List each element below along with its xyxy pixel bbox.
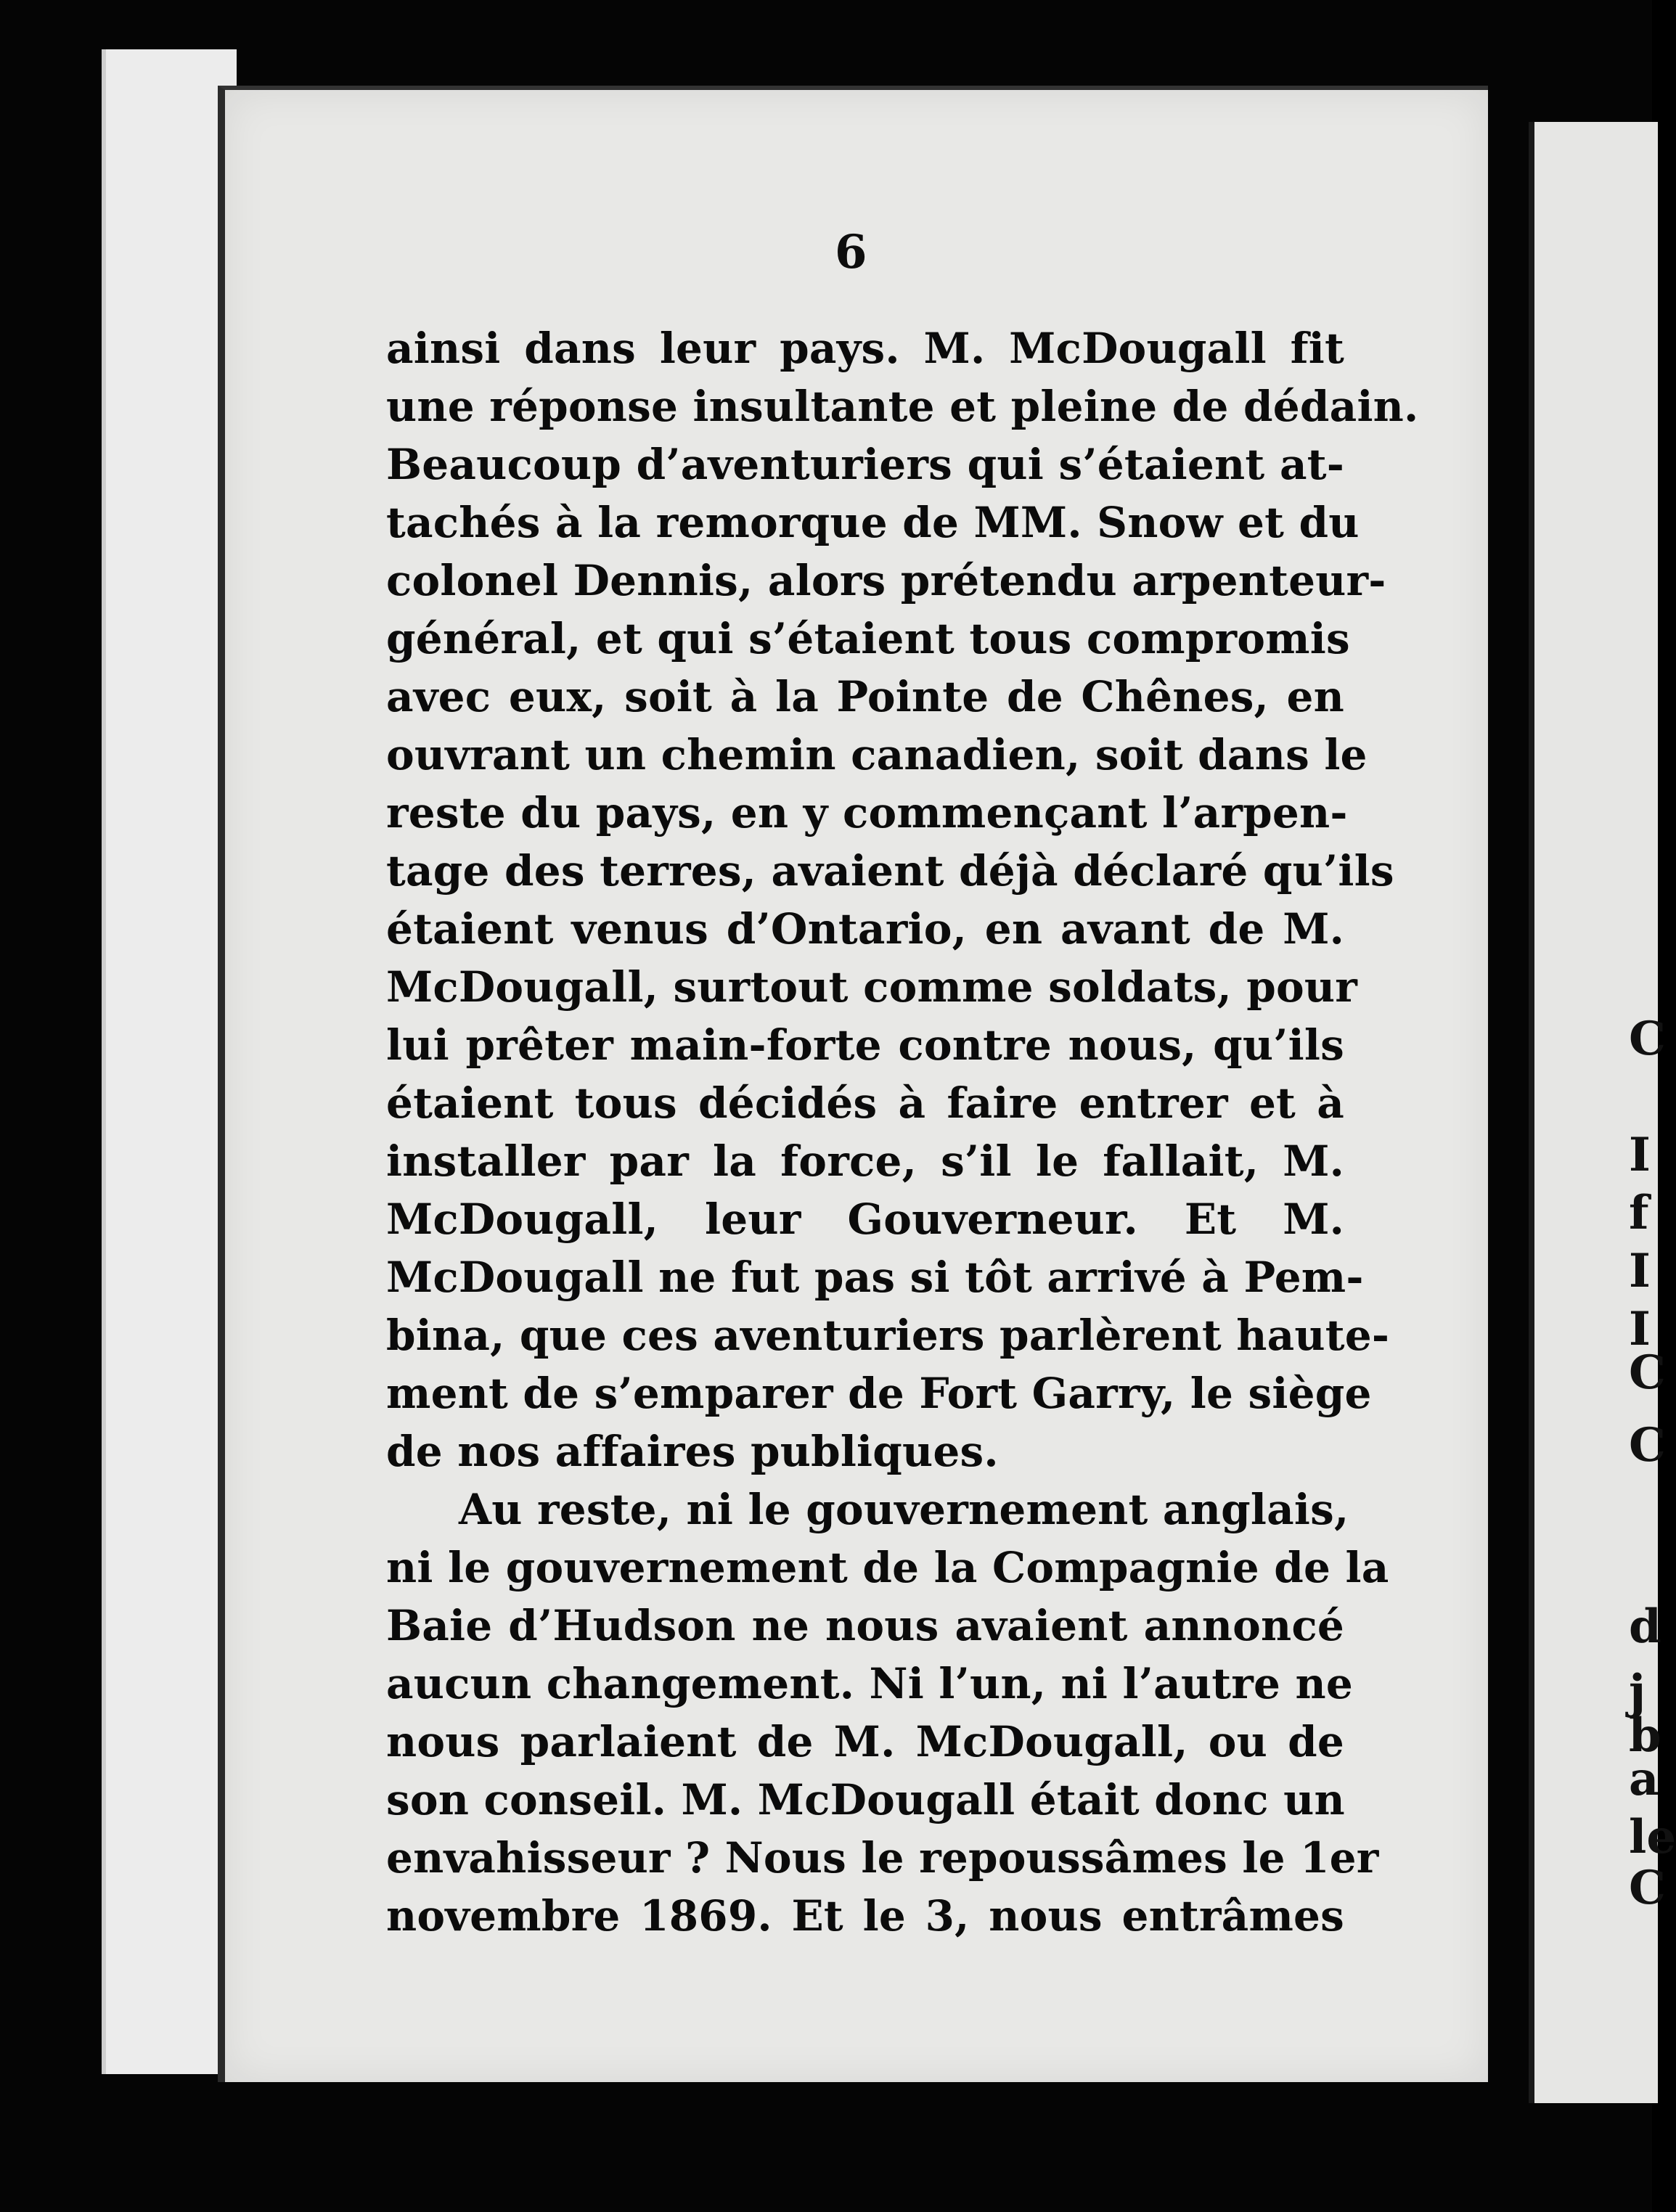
text-line: novembre 1869. Et le 3, nous entrâmes [386, 1891, 1344, 1941]
text-line: aucun changement. Ni l’un, ni l’autre ne [386, 1659, 1353, 1708]
text-line: McDougall ne fut pas si tôt arrivé à Pem- [386, 1253, 1364, 1302]
adjacent-page [1529, 122, 1676, 2103]
text-line: McDougall, surtout comme soldats, pour [386, 962, 1358, 1012]
text-line: colonel Dennis, alors prétendu arpenteur- [386, 556, 1386, 605]
adjacent-page-fragment: I [1629, 1128, 1651, 1182]
text-line: étaient venus d’Ontario, en avant de M. [386, 904, 1344, 954]
text-line: général, et qui s’étaient tous compromis [386, 614, 1350, 663]
text-line: Baie d’Hudson ne nous avaient annoncé [386, 1601, 1344, 1650]
adjacent-page-fragment: b [1629, 1708, 1661, 1763]
text-line: ment de s’emparer de Fort Garry, le siège [386, 1369, 1372, 1418]
text-line: étaient tous décidés à faire entrer et à [386, 1078, 1344, 1128]
adjacent-page-fragment: C [1629, 1418, 1666, 1472]
text-line: avec eux, soit à la Pointe de Chênes, en [386, 672, 1344, 721]
adjacent-page-fragment: C [1629, 1345, 1666, 1400]
adjacent-page-fragment: C [1629, 1012, 1666, 1066]
text-line: tage des terres, avaient déjà déclaré qu’ils [386, 846, 1394, 896]
text-line: une réponse insultante et pleine de dédain. [386, 382, 1419, 431]
page-text [386, 319, 1419, 1945]
text-line: installer par la force, s’il le fallait, M. [386, 1136, 1344, 1186]
text-line: de nos affaires publiques. [386, 1427, 999, 1476]
text-line: lui prêter main-forte contre nous, qu’ils [386, 1020, 1344, 1070]
text-line: envahisseur ? Nous le repoussâmes le 1er [386, 1833, 1379, 1883]
page-number: 6 [835, 225, 867, 279]
adjacent-page-fragment: d [1629, 1599, 1661, 1654]
text-line: ouvrant un chemin canadien, soit dans le [386, 730, 1368, 779]
text-line: tachés à la remorque de MM. Snow et du [386, 498, 1360, 547]
adjacent-page-fragment: C [1629, 1861, 1666, 1915]
adjacent-page-fragment: j [1629, 1665, 1646, 1719]
adjacent-page-fragment: I [1629, 1244, 1651, 1298]
text-line: Au reste, ni le gouvernement anglais, [459, 1485, 1349, 1534]
text-line: ainsi dans leur pays. M. McDougall fit [386, 324, 1344, 373]
adjacent-page-fragment: a [1629, 1752, 1659, 1806]
text-line: nous parlaient de M. McDougall, ou de [386, 1717, 1344, 1766]
adjacent-page-fragment: I [1629, 1302, 1651, 1356]
text-line: McDougall, leur Gouverneur. Et M. [386, 1195, 1344, 1244]
text-line: bina, que ces aventuriers parlèrent haute- [386, 1311, 1390, 1360]
text-line: ni le gouvernement de la Compagnie de la [386, 1543, 1389, 1592]
text-line: reste du pays, en y commençant l’arpen- [386, 788, 1348, 837]
text-line: Beaucoup d’aventuriers qui s’étaient at- [386, 440, 1344, 489]
back-sheet [102, 49, 237, 2074]
adjacent-page-fragment: f [1629, 1186, 1649, 1240]
text-line: son conseil. M. McDougall était donc un [386, 1775, 1345, 1824]
adjacent-page-fragment: le [1629, 1810, 1676, 1864]
